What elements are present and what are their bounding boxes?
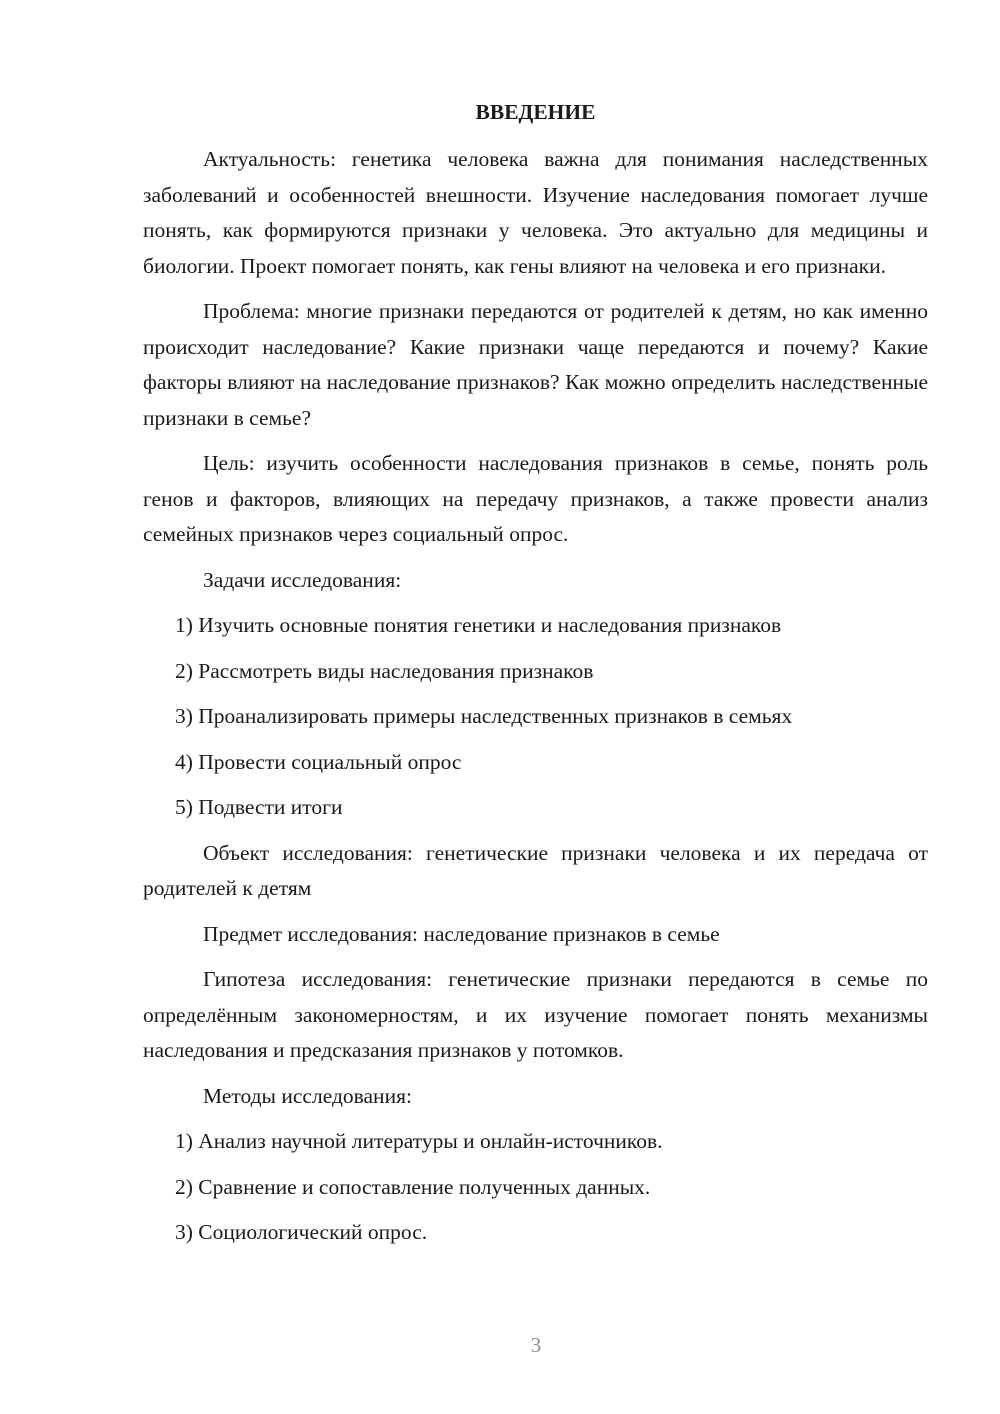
methods-heading: Методы исследования: <box>203 1083 412 1108</box>
page-number: 3 <box>530 1333 542 1357</box>
tasks-list <box>143 608 928 826</box>
list-item: 3) Социологический опрос. <box>175 1220 428 1244</box>
list-item: 5) Подвести итоги <box>175 795 343 819</box>
list-item: 2) Сравнение и сопоставление полученных данных. <box>175 1174 651 1199</box>
tasks-heading: Задачи исследования: <box>203 567 402 592</box>
problem-paragraph: Проблема: многие признаки передаются от родителей к детям, но как именно происходит наследование? Какие признаки чаще передаются и почему? Какие факторы влияют на наследование признаков? Как можно определить наследственные признаки в семье? <box>143 299 928 430</box>
page-title: ВВЕДЕНИЕ <box>475 100 596 124</box>
list-item: 2) Рассмотреть виды наследования признаков <box>175 658 594 683</box>
list-item: 1) Изучить основные понятия генетики и наследования признаков <box>175 613 782 637</box>
object-paragraph: Объект исследования: генетические признаки человека и их передача от родителей к детям <box>143 840 928 900</box>
relevance-paragraph: Актуальность: генетика человека важна для понимания наследственных заболеваний и особенностей внешности. Изучение наследования помогает лучше понять, как формируются признаки у человека. Это актуально для медицины и биологии. Проект помогает понять, как гены влияют на человека и его признаки. <box>143 147 928 278</box>
list-item: 1) Анализ научной литературы и онлайн-источников. <box>175 1129 663 1153</box>
hypothesis-paragraph: Гипотеза исследования: генетические признаки передаются в семье по определённым закономерностям, и их изучение помогает понять механизмы наследования и предсказания признаков у потомков. <box>143 967 928 1062</box>
list-item: 3) Проанализировать примеры наследственных признаков в семьях <box>175 704 793 728</box>
subject-paragraph: Предмет исследования: наследование признаков в семье <box>203 921 720 946</box>
page-content <box>143 95 928 1261</box>
list-item: 4) Провести социальный опрос <box>175 749 462 774</box>
methods-list <box>143 1124 928 1251</box>
goal-paragraph: Цель: изучить особенности наследования признаков в семье, понять роль генов и факторов, влияющих на передачу признаков, а также провести анализ семейных признаков через социальный опрос. <box>143 451 928 546</box>
